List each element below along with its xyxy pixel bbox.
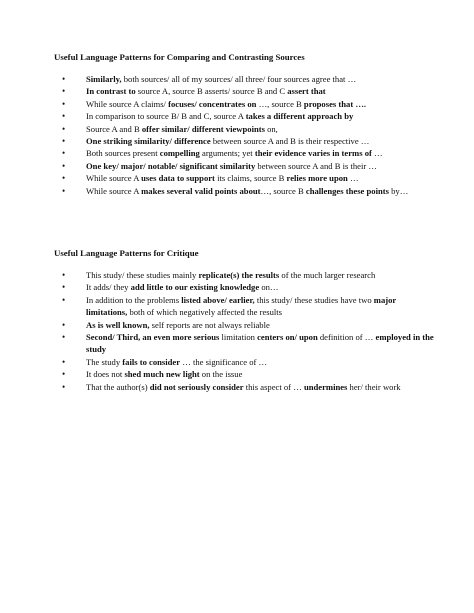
- bullet-icon: •: [62, 282, 66, 293]
- key-phrase: One key/ major/ notable/ significant similarity: [86, 160, 256, 171]
- phrase-text: This study/ these studies mainly: [86, 270, 199, 280]
- bullet-icon: •: [62, 136, 66, 147]
- phrase-text: of the much larger research: [279, 270, 376, 280]
- phrase-list: [54, 73, 434, 197]
- phrase-text: That the author(s): [86, 381, 150, 392]
- bullet-icon: •: [62, 98, 66, 109]
- key-phrase: assert that: [287, 86, 326, 97]
- bullet-icon: •: [62, 160, 66, 171]
- key-phrase: makes several valid points about: [141, 185, 261, 196]
- list-item: [54, 73, 434, 85]
- list-item: [54, 135, 434, 147]
- list-item: [54, 172, 434, 184]
- key-phrase: offer similar/ different viewpoints: [141, 123, 265, 134]
- list-item: [54, 110, 434, 122]
- phrase-text: self reports are not always reliable: [149, 319, 270, 330]
- list-item: [54, 368, 434, 380]
- phrase-text: source A, source B asserts/ source B and C: [135, 86, 288, 97]
- bullet-icon: •: [62, 332, 66, 343]
- list-item: [54, 147, 434, 159]
- list-item: [54, 356, 434, 368]
- key-phrase: Similarly,: [86, 74, 122, 84]
- list-item: [54, 319, 434, 331]
- phrase-text: …, source B: [256, 98, 304, 109]
- section-heading: Useful Language Patterns for Critique: [54, 248, 199, 258]
- list-item: [54, 381, 434, 393]
- phrase-text: definition of …: [317, 332, 376, 343]
- list-item: [54, 123, 434, 135]
- phrase-text: between source A and B is their …: [255, 160, 377, 171]
- phrase-text: Source A and B: [86, 123, 142, 134]
- key-phrase: uses data to support: [141, 173, 215, 184]
- comparing-contrasting-section: [54, 52, 434, 197]
- phrase-text: While source A: [86, 185, 142, 196]
- key-phrase: centers on/ upon: [257, 332, 318, 343]
- phrase-text: It adds/ they: [86, 282, 131, 293]
- phrase-text: this aspect of …: [243, 381, 304, 392]
- key-phrase: undermines: [303, 381, 348, 392]
- key-phrase: shed much new light: [124, 369, 200, 380]
- phrase-text: arguments; yet: [199, 148, 255, 159]
- bullet-icon: •: [62, 173, 66, 184]
- critique-section: [54, 248, 434, 393]
- bullet-icon: •: [62, 369, 66, 380]
- section-heading: Useful Language Patterns for Comparing and Contrasting Sources: [54, 52, 305, 62]
- phrase-text: While source A claims/: [86, 98, 169, 109]
- phrase-text: between source A and B is their respective …: [210, 136, 370, 147]
- key-phrase: fails to consider: [122, 356, 181, 367]
- phrase-text: … the significance of …: [180, 356, 268, 367]
- list-item: [54, 160, 434, 172]
- phrase-text: In addition to the problems: [86, 294, 182, 305]
- phrase-text: In comparison to source B/ B and C, source A: [86, 111, 246, 122]
- phrase-text: both of which negatively affected the results: [127, 307, 283, 318]
- key-phrase: their evidence varies in terms of: [254, 148, 372, 159]
- phrase-text: on…: [259, 282, 279, 293]
- phrase-text: by…: [388, 185, 409, 196]
- list-item: [54, 281, 434, 293]
- list-item: [54, 85, 434, 97]
- key-phrase: Second/ Third, an even more serious: [86, 332, 220, 343]
- key-phrase: add little to our existing knowledge: [130, 282, 260, 293]
- key-phrase: major limitations,: [86, 294, 397, 318]
- bullet-icon: •: [62, 148, 66, 159]
- phrase-text: …, source B: [260, 185, 306, 196]
- phrase-text: …: [347, 173, 359, 184]
- list-item: [54, 294, 434, 319]
- key-phrase: listed above/ earlier,: [181, 294, 255, 305]
- key-phrase: As is well known,: [86, 319, 150, 330]
- list-item: [54, 269, 434, 281]
- phrase-text: on,: [264, 123, 278, 134]
- bullet-icon: •: [62, 270, 66, 280]
- bullet-icon: •: [62, 123, 66, 134]
- key-phrase: proposes that ….: [303, 98, 367, 109]
- bullet-icon: •: [62, 319, 66, 330]
- list-item: [54, 331, 434, 356]
- phrase-text: her/ their work: [347, 381, 401, 392]
- phrase-text: It does not: [86, 369, 125, 380]
- bullet-icon: •: [62, 185, 66, 196]
- key-phrase: takes a different approach by: [245, 111, 354, 122]
- phrase-text: While source A: [86, 173, 142, 184]
- bullet-icon: •: [62, 74, 66, 84]
- key-phrase: One striking similarity/ difference: [86, 136, 211, 147]
- phrase-text: on the issue: [199, 369, 243, 380]
- phrase-text: both sources/ all of my sources/ all three/ four sources agree that …: [121, 74, 357, 84]
- key-phrase: did not seriously consider: [149, 381, 244, 392]
- bullet-icon: •: [62, 356, 66, 367]
- phrase-text: this study/ these studies have two: [254, 294, 374, 305]
- key-phrase: In contrast to: [86, 86, 136, 97]
- key-phrase: challenges these points: [305, 185, 389, 196]
- phrase-text: …: [371, 148, 383, 159]
- phrase-text: Both sources present: [86, 148, 160, 159]
- phrase-text: The study: [86, 356, 123, 367]
- key-phrase: focuses/ concentrates on: [168, 98, 257, 109]
- phrase-list: [54, 269, 434, 393]
- list-item: [54, 185, 434, 197]
- phrase-text: limitation: [219, 332, 258, 343]
- phrase-text: its claims, source B: [214, 173, 287, 184]
- key-phrase: relies more upon: [286, 173, 348, 184]
- key-phrase: replicate(s) the results: [198, 270, 280, 280]
- bullet-icon: •: [62, 111, 66, 122]
- bullet-icon: •: [62, 86, 66, 97]
- key-phrase: compelling: [159, 148, 200, 159]
- bullet-icon: •: [62, 381, 66, 392]
- list-item: [54, 98, 434, 110]
- bullet-icon: •: [62, 294, 66, 305]
- key-phrase: employed in the study: [86, 332, 434, 355]
